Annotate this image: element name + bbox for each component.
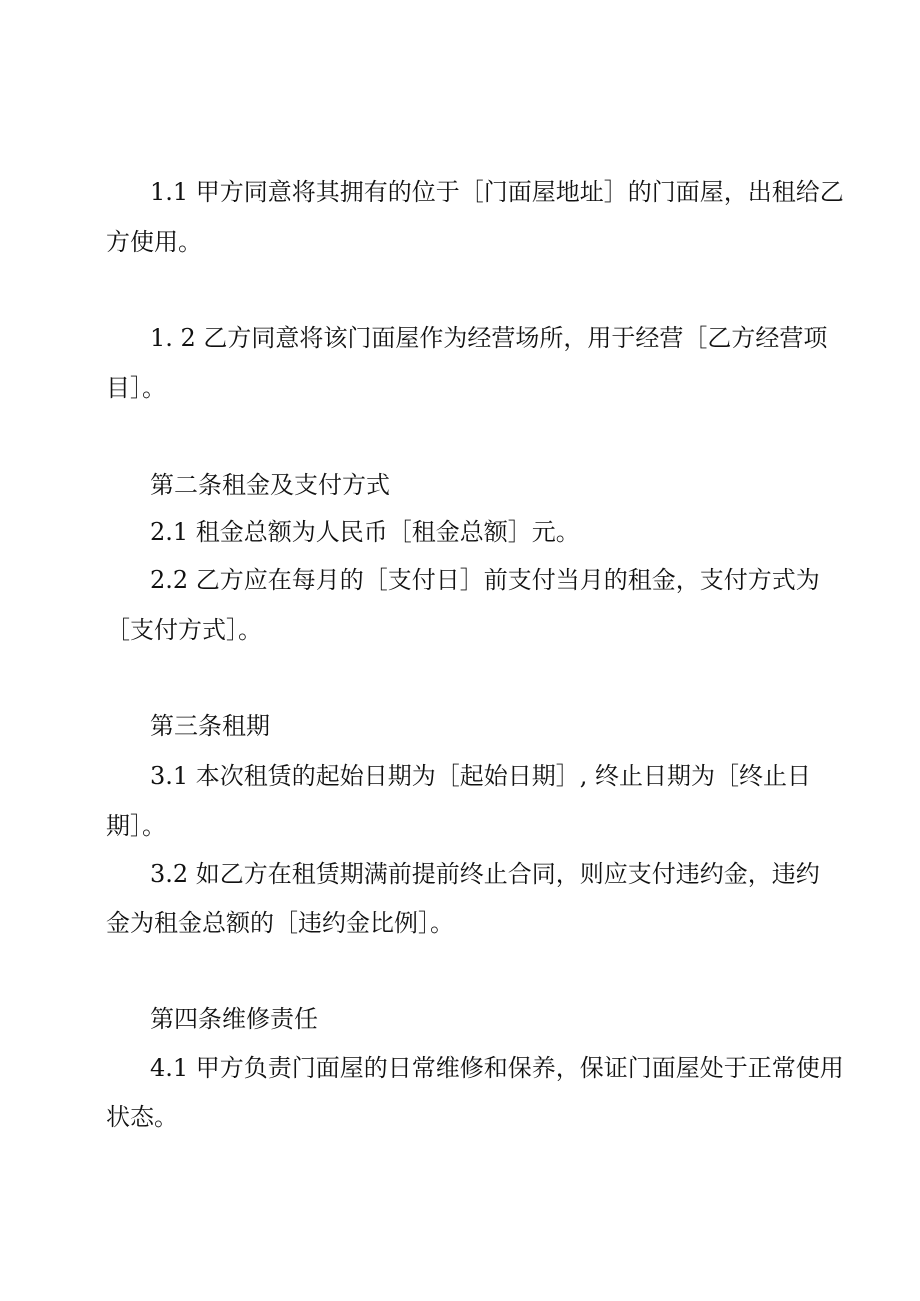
article-4-heading: 第四条维修责任 <box>150 1005 318 1033</box>
clause-4-1-line-1: 4.1 甲方负责门面屋的日常维修和保养，保证门面屋处于正常使用 <box>150 1054 844 1082</box>
clause-3-1-line-1: 3.1 本次租赁的起始日期为［起始日期］, 终止日期为［终止日 <box>150 762 812 790</box>
clause-1-1-line-2: 方使用。 <box>106 228 202 256</box>
article-3-heading: 第三条租期 <box>150 712 270 740</box>
clause-2-2-line-1: 2.2 乙方应在每月的［支付日］前支付当月的租金，支付方式为 <box>150 566 820 594</box>
clause-1-1-line-1: 1.1 甲方同意将其拥有的位于［门面屋地址］的门面屋，出租给乙 <box>150 178 844 206</box>
clause-4-1-line-2: 状态。 <box>106 1103 178 1131</box>
clause-3-2-line-1: 3.2 如乙方在租赁期满前提前终止合同，则应支付违约金，违约 <box>150 860 820 888</box>
clause-1-2-line-1: 1. 2 乙方同意将该门面屋作为经营场所，用于经营［乙方经营项 <box>150 324 828 352</box>
clause-3-2-line-2: 金为租金总额的［违约金比例］。 <box>106 909 454 937</box>
clause-2-1: 2.1 租金总额为人民币［租金总额］元。 <box>150 518 580 546</box>
clause-3-1-line-2: 期］。 <box>106 812 166 840</box>
article-2-heading: 第二条租金及支付方式 <box>150 471 390 499</box>
clause-1-2-line-2: 目］。 <box>106 374 166 402</box>
clause-2-2-line-2: ［支付方式］。 <box>106 616 262 644</box>
